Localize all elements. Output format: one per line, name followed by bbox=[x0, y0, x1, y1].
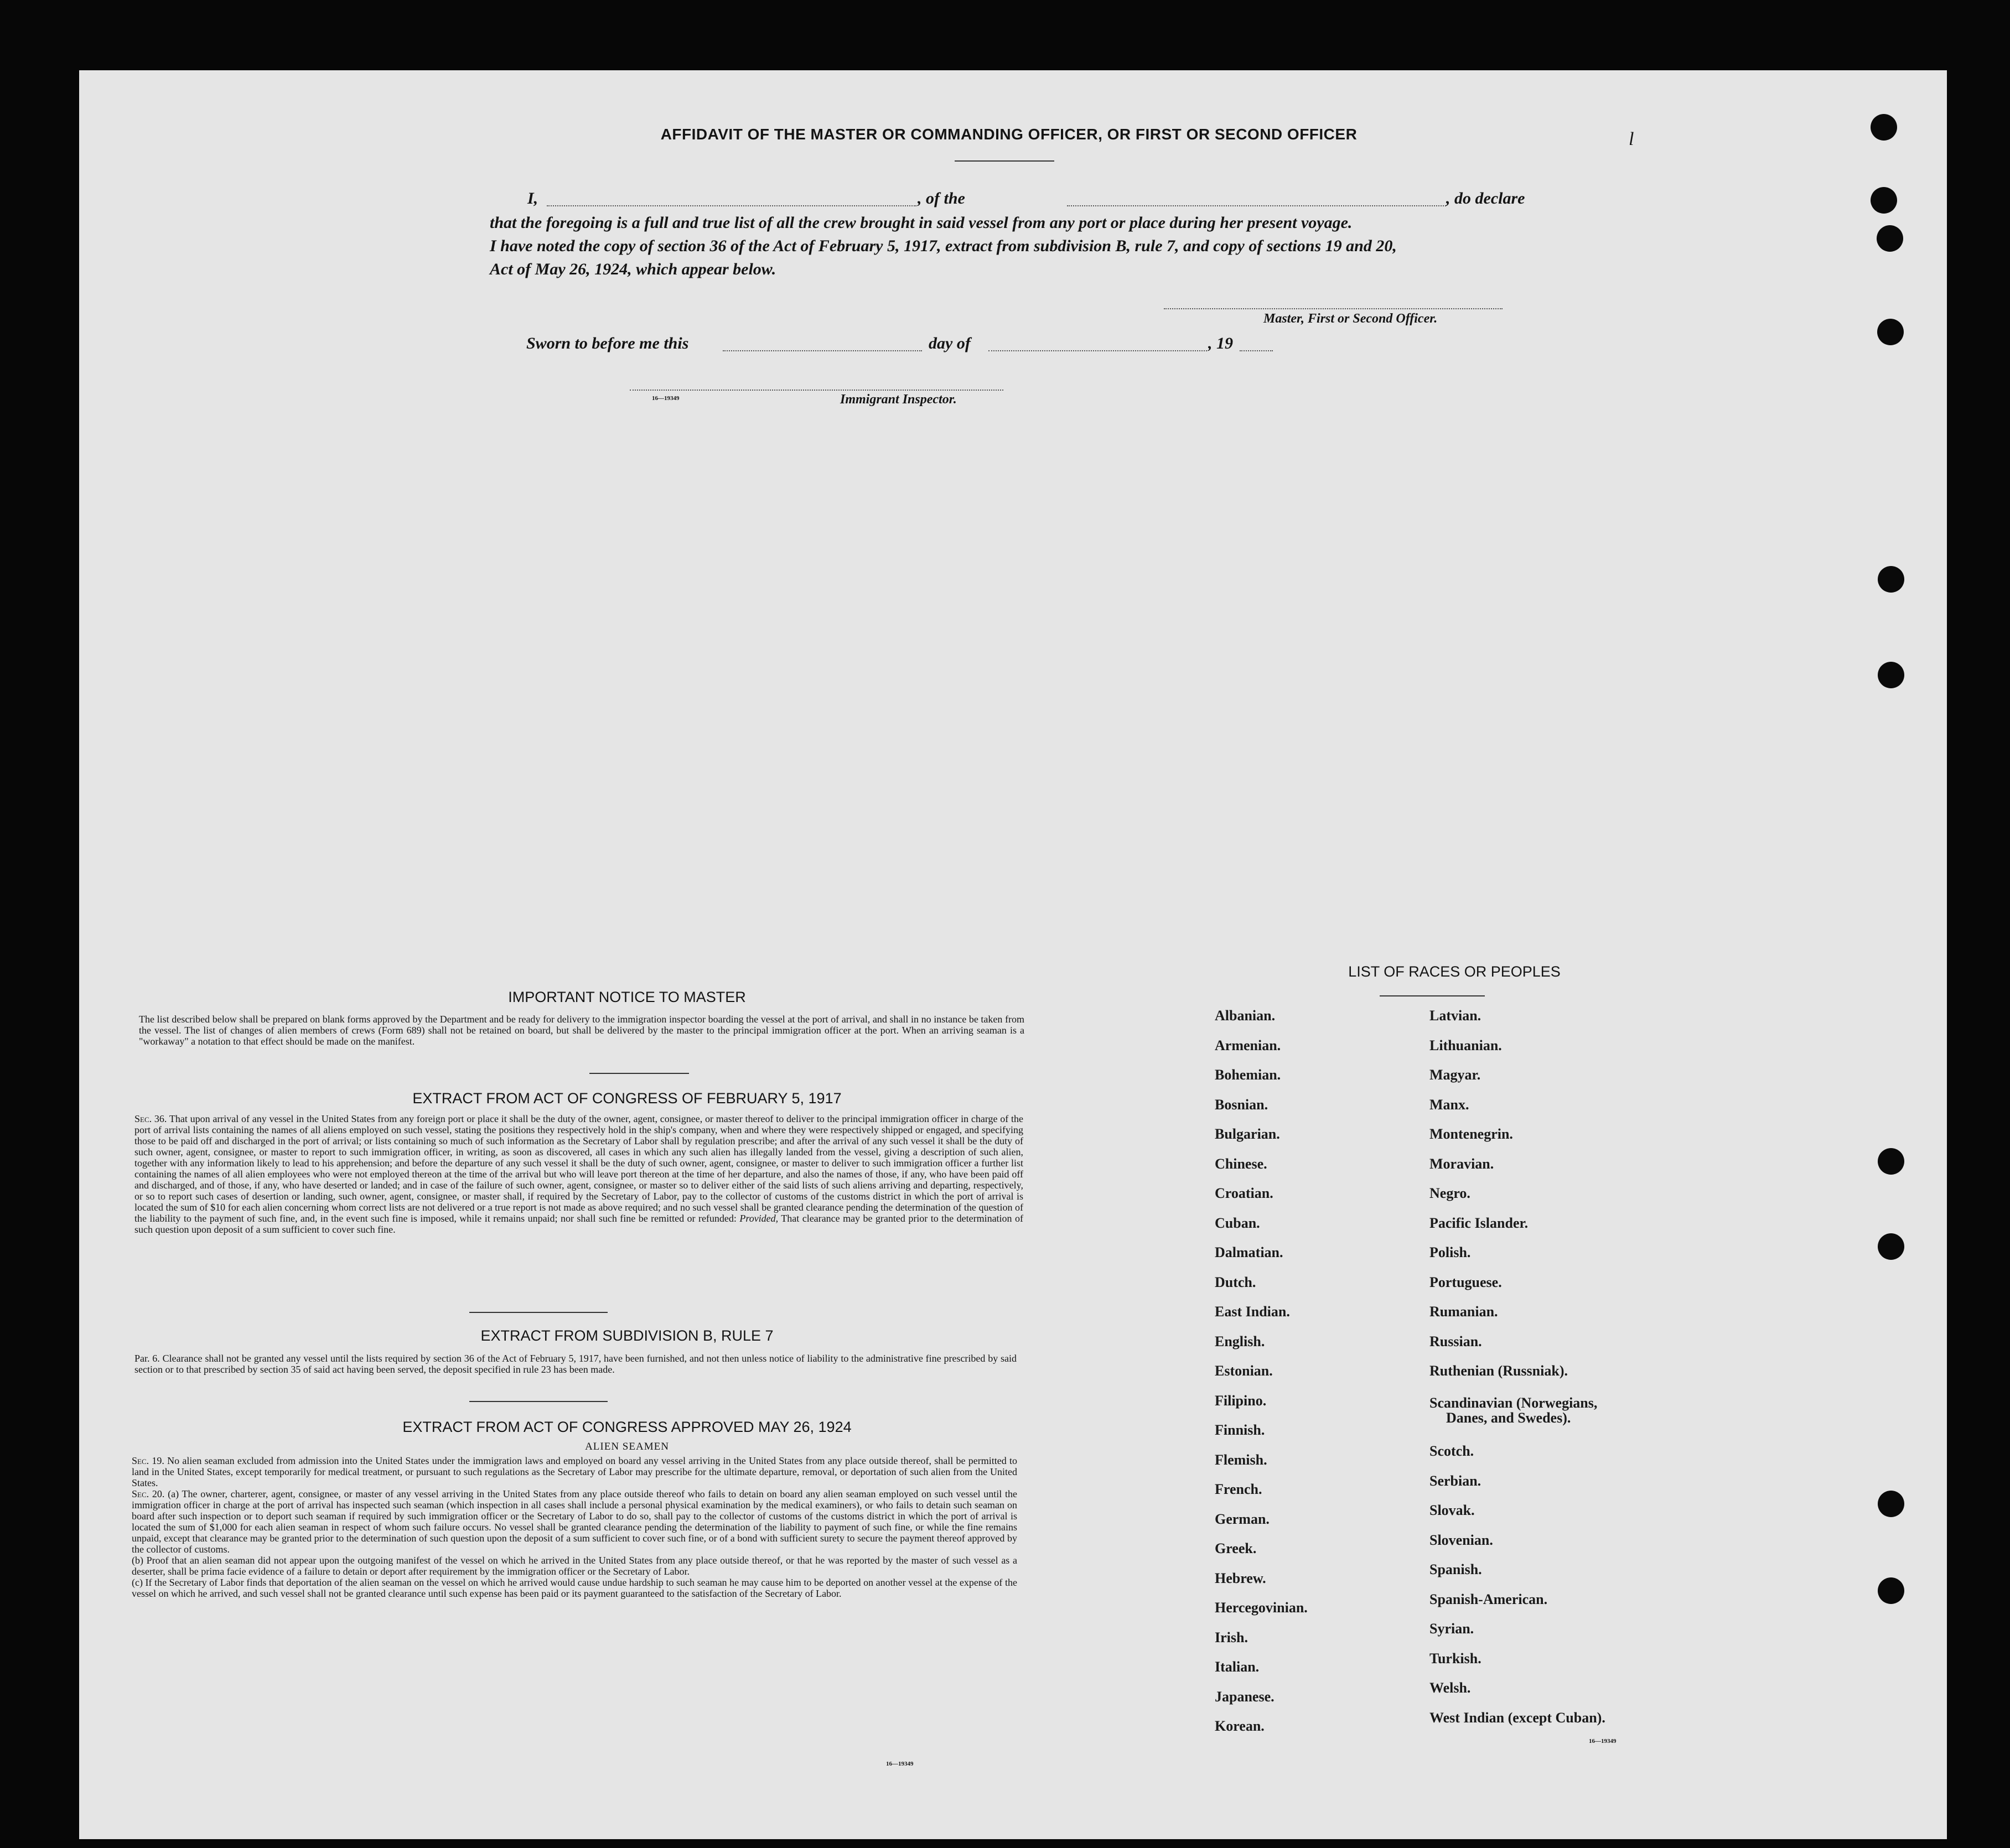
race-item-right: Lithuanian. bbox=[1429, 1037, 1502, 1053]
race-item-right: Montenegrin. bbox=[1429, 1126, 1513, 1142]
race-item-left: French. bbox=[1215, 1481, 1262, 1497]
master-signature-line[interactable] bbox=[1164, 308, 1503, 309]
binder-hole bbox=[1877, 225, 1903, 252]
binder-hole bbox=[1877, 319, 1904, 345]
race-item-left: Greek. bbox=[1215, 1540, 1257, 1556]
race-item-right: Slovak. bbox=[1429, 1502, 1475, 1518]
sec19-body: No alien seaman excluded from admission into the United States under the immigration laws and employed on board any vessel arriving in the United States from any place outside thereof, shall be permitted to land in the United States, except temporarily for medical treatment, or pursuant to such regulations as the Secretary of Labor may prescribe for the ultimate departure, removal, or deportation of such alien from the United States. bbox=[132, 1455, 1017, 1488]
divider-3 bbox=[469, 1401, 608, 1402]
race-item-left: Dalmatian. bbox=[1215, 1244, 1283, 1260]
race-item-left: Finnish. bbox=[1215, 1422, 1265, 1438]
act1917-provided: Provided, bbox=[739, 1213, 779, 1224]
affidavit-line1-start: I, bbox=[527, 189, 538, 207]
race-item-left: Croatian. bbox=[1215, 1185, 1273, 1201]
sec19-label: Sec. 19. bbox=[132, 1455, 164, 1466]
affidavit-line2: that the foregoing is a full and true list of all the crew brought in said vessel from any port or place during her present voyage. bbox=[490, 214, 1353, 232]
binder-hole bbox=[1878, 1148, 1904, 1175]
act1917-section-label: Sec. 36. bbox=[134, 1113, 167, 1124]
binder-hole bbox=[1878, 662, 1904, 688]
form-number-top: 16—19349 bbox=[652, 395, 680, 402]
race-item-right: Welsh. bbox=[1429, 1680, 1471, 1696]
inspector-signature-line[interactable] bbox=[630, 390, 1003, 391]
affidavit-line1-mid: , of the bbox=[918, 189, 965, 207]
sec20a-body: (a) The owner, charterer, agent, consignee, or master of any vessel arriving in the United States from any place outside thereof who fails to detain on board any alien seaman employed on such vessel until the immigration officer in charge at the port of arrival has inspected such seaman (which inspection in all cases shall include a personal physical examination by the medical examiners), or who fails to detain such seaman on board after such inspection or to deport such seaman if required by such immigration officer or the Secretary of Labor to do so, shall pay to the collector of customs of the customs district in which the port of arrival is located the sum of $1,000 for each alien seaman in respect of whom such failure occurs. No vessel shall be granted clearance pending the determination of the liability to payment of such fine, or while the fine remains unpaid, except that clearance may be granted prior to the determination of such question upon the deposit of a sum sufficient to cover such fine, or of a bond with sufficient surety to secure the payment thereof approved by the collector of customs. bbox=[132, 1488, 1017, 1555]
sec20-label: Sec. 20. bbox=[132, 1488, 165, 1499]
sworn-mid: day of bbox=[929, 334, 971, 352]
sec20b-body: (b) Proof that an alien seaman did not appear upon the outgoing manifest of the vessel on which he arrived in the United States from any place outside thereof, or that he was reported by the master of such vessel as a deserter, shall be prima facie evidence of a failure to detain or deport after requirement by the immigration officer or the Secretary of Labor. bbox=[132, 1555, 1017, 1577]
act1917-text bbox=[134, 1113, 1023, 1235]
binder-hole bbox=[1878, 1577, 1904, 1604]
act1917-body: That upon arrival of any vessel in the United States from any foreign port or place it shall be the duty of the owner, agent, consignee, or master thereof to deliver to the principal immigration officer in charge of the port of arrival lists containing the names of all aliens employed on such vessel, stating the positions they respectively hold in the ship's company, when and where they were respectively shipped or engaged, and specifying those to be paid off and discharged in the port of arrival; or lists containing so much of such information as the Secretary of Labor shall by regulation prescribe; and after the arrival of any such vessel it shall be the duty of such owner, agent, consignee, or master to report to such immigration officer, in writing, as soon as discovered, all cases in which any such alien has illegally landed from the vessel, giving a description of such alien, together with any information likely to lead to his apprehension; and before the departure of any such vessel it shall be the duty of such owner, agent, consignee, or master to deliver to such immigration officer a further list containing the names of all alien employees who were not employed thereon at the time of the arrival but who will leave port thereon at the time of her departure, and also the names of those, if any, who have been paid off and discharged, and of those, if any, who have deserted or landed; and in case of the failure of such owner, agent, consignee, or master so to deliver either of the said lists of such aliens arriving and departing, respectively, or so to report such cases of desertion or landing, such owner, agent, consignee, or master shall, if required by the Secretary of Labor, pay to the collector of customs of the customs district in which the port of arrival is located the sum of $10 for each alien concerning whom correct lists are not delivered or a true report is not made as above required; and no such vessel shall be granted clearance pending the determination of the question of the liability to the payment of such fine, and, in the event such fine is imposed, while it remains unpaid; nor shall such fine be remitted or refunded: bbox=[134, 1113, 1023, 1224]
race-item-right: Latvian. bbox=[1429, 1008, 1481, 1024]
race-item-right: Danes, and Swedes). bbox=[1446, 1410, 1571, 1426]
race-item-left: German. bbox=[1215, 1510, 1270, 1527]
corner-mark: l bbox=[1629, 129, 1634, 149]
race-item-right: West Indian (except Cuban). bbox=[1429, 1709, 1605, 1726]
race-item-right: Slovenian. bbox=[1429, 1532, 1493, 1548]
act1917-body-end: That clearance may be granted prior to the determination of such question upon deposit of a sum sufficient to cover such fine. bbox=[134, 1213, 1023, 1235]
race-item-right: Magyar. bbox=[1429, 1067, 1481, 1083]
affidavit-line3: I have noted the copy of section 36 of the Act of February 5, 1917, extract from subdivision B, rule 7, and copy of sections 19 and 20, bbox=[490, 237, 1397, 255]
act1917-title: EXTRACT FROM ACT OF CONGRESS OF FEBRUARY 5, 1917 bbox=[412, 1090, 842, 1107]
sworn-start: Sworn to before me this bbox=[526, 334, 689, 352]
race-item-right: Spanish-American. bbox=[1429, 1591, 1548, 1607]
binder-hole bbox=[1878, 566, 1904, 593]
race-item-right: Serbian. bbox=[1429, 1472, 1481, 1489]
notice-text: The list described below shall be prepared on blank forms approved by the Department and be ready for delivery to the immigration inspector boarding the vessel at the port of arrival, and shall in no instance be taken from the vessel. The list of changes of alien members of crews (Form 689) shall not be retained on board, but shall be delivered by the master to the principal immigration officer at the port. When an arriving seaman is a "workaway" a notation to that effect should be made on the manifest. bbox=[139, 1014, 1024, 1047]
divider-2 bbox=[469, 1312, 608, 1313]
document-page bbox=[79, 70, 1947, 1839]
vessel-blank[interactable] bbox=[1067, 205, 1446, 206]
race-item-left: Estonian. bbox=[1215, 1363, 1273, 1379]
race-item-left: Irish. bbox=[1215, 1629, 1248, 1645]
race-item-left: Korean. bbox=[1215, 1718, 1265, 1734]
race-item-right: Manx. bbox=[1429, 1096, 1469, 1113]
race-item-left: Hercegovinian. bbox=[1215, 1600, 1308, 1616]
race-item-right: Polish. bbox=[1429, 1244, 1471, 1260]
sworn-day-blank[interactable] bbox=[723, 350, 922, 351]
sworn-year-blank[interactable] bbox=[1240, 350, 1273, 351]
race-item-left: English. bbox=[1215, 1333, 1265, 1349]
notice-title: IMPORTANT NOTICE TO MASTER bbox=[508, 989, 746, 1005]
race-item-right: Ruthenian (Russniak). bbox=[1429, 1363, 1568, 1379]
race-item-left: Hebrew. bbox=[1215, 1570, 1266, 1586]
form-number-right: 16—19349 bbox=[1589, 1738, 1617, 1745]
race-item-left: Italian. bbox=[1215, 1659, 1260, 1675]
race-item-right: Moravian. bbox=[1429, 1155, 1494, 1172]
race-item-right: Russian. bbox=[1429, 1333, 1482, 1349]
sworn-month-blank[interactable] bbox=[988, 350, 1207, 351]
race-item-right: Pacific Islander. bbox=[1429, 1214, 1529, 1231]
affidavit-line4: Act of May 26, 1924, which appear below. bbox=[490, 260, 776, 278]
sworn-end: , 19 bbox=[1208, 334, 1233, 352]
race-item-left: Chinese. bbox=[1215, 1155, 1267, 1172]
form-number-left: 16—19349 bbox=[886, 1761, 914, 1767]
race-item-right: Spanish. bbox=[1429, 1561, 1482, 1577]
race-item-left: Cuban. bbox=[1215, 1214, 1260, 1231]
act1924-title: EXTRACT FROM ACT OF CONGRESS APPROVED MAY 26, 1924 bbox=[402, 1419, 852, 1435]
affidavit-text bbox=[490, 211, 1525, 281]
races-title: LIST OF RACES OR PEOPLES bbox=[1348, 963, 1561, 980]
race-item-left: Bulgarian. bbox=[1215, 1126, 1280, 1142]
sec20c-body: (c) If the Secretary of Labor finds that deportation of the alien seaman on the vessel on which he arrived would cause undue hardship to such seaman he may cause him to be deported on another vessel at the expense of the vessel on which he arrived, and such vessel shall not be granted clearance until such expense has been paid or its payment guaranteed to the satisfaction of the Secretary of Labor. bbox=[132, 1577, 1017, 1599]
divider-1 bbox=[589, 1073, 689, 1074]
race-item-left: Flemish. bbox=[1215, 1451, 1267, 1468]
race-item-right: Negro. bbox=[1429, 1185, 1470, 1201]
rule7-text: Par. 6. Clearance shall not be granted any vessel until the lists required by section 36 of the Act of February 5, 1917, have been furnished, and not then unless notice of liability to the administrative fine prescribed by said section or to that prescribed by section 35 of said act having been served, the deposit specified in rule 23 has been made. bbox=[134, 1353, 1017, 1375]
race-item-right: Syrian. bbox=[1429, 1621, 1474, 1637]
race-item-left: Dutch. bbox=[1215, 1274, 1256, 1290]
act1924-subtitle: ALIEN SEAMEN bbox=[585, 1441, 669, 1452]
race-item-left: Armenian. bbox=[1215, 1037, 1281, 1053]
race-item-left: Bosnian. bbox=[1215, 1096, 1268, 1113]
race-item-right: Turkish. bbox=[1429, 1650, 1481, 1667]
race-item-right: Rumanian. bbox=[1429, 1304, 1498, 1320]
race-item-left: Japanese. bbox=[1215, 1688, 1275, 1705]
binder-hole bbox=[1878, 1233, 1904, 1260]
name-blank[interactable] bbox=[547, 205, 916, 206]
master-signature-label: Master, First or Second Officer. bbox=[1263, 312, 1438, 326]
binder-hole bbox=[1878, 1491, 1904, 1517]
rule7-title: EXTRACT FROM SUBDIVISION B, RULE 7 bbox=[480, 1327, 774, 1344]
race-item-left: East Indian. bbox=[1215, 1304, 1290, 1320]
race-item-right: Scandinavian (Norwegians, bbox=[1429, 1395, 1598, 1411]
affidavit-line1-end: , do declare bbox=[1446, 189, 1525, 207]
binder-hole bbox=[1871, 187, 1897, 214]
race-item-left: Bohemian. bbox=[1215, 1067, 1281, 1083]
binder-hole bbox=[1871, 114, 1897, 141]
inspector-signature-label: Immigrant Inspector. bbox=[840, 392, 957, 407]
race-item-right: Scotch. bbox=[1429, 1443, 1474, 1459]
race-item-left: Filipino. bbox=[1215, 1392, 1267, 1409]
race-item-right: Portuguese. bbox=[1429, 1274, 1502, 1290]
affidavit-title: AFFIDAVIT OF THE MASTER OR COMMANDING OFFICER, OR FIRST OR SECOND OFFICER bbox=[660, 126, 1358, 143]
title-underline bbox=[955, 160, 1054, 162]
race-item-left: Albanian. bbox=[1215, 1008, 1276, 1024]
act1924-text bbox=[132, 1455, 1017, 1599]
races-underline bbox=[1380, 995, 1485, 996]
